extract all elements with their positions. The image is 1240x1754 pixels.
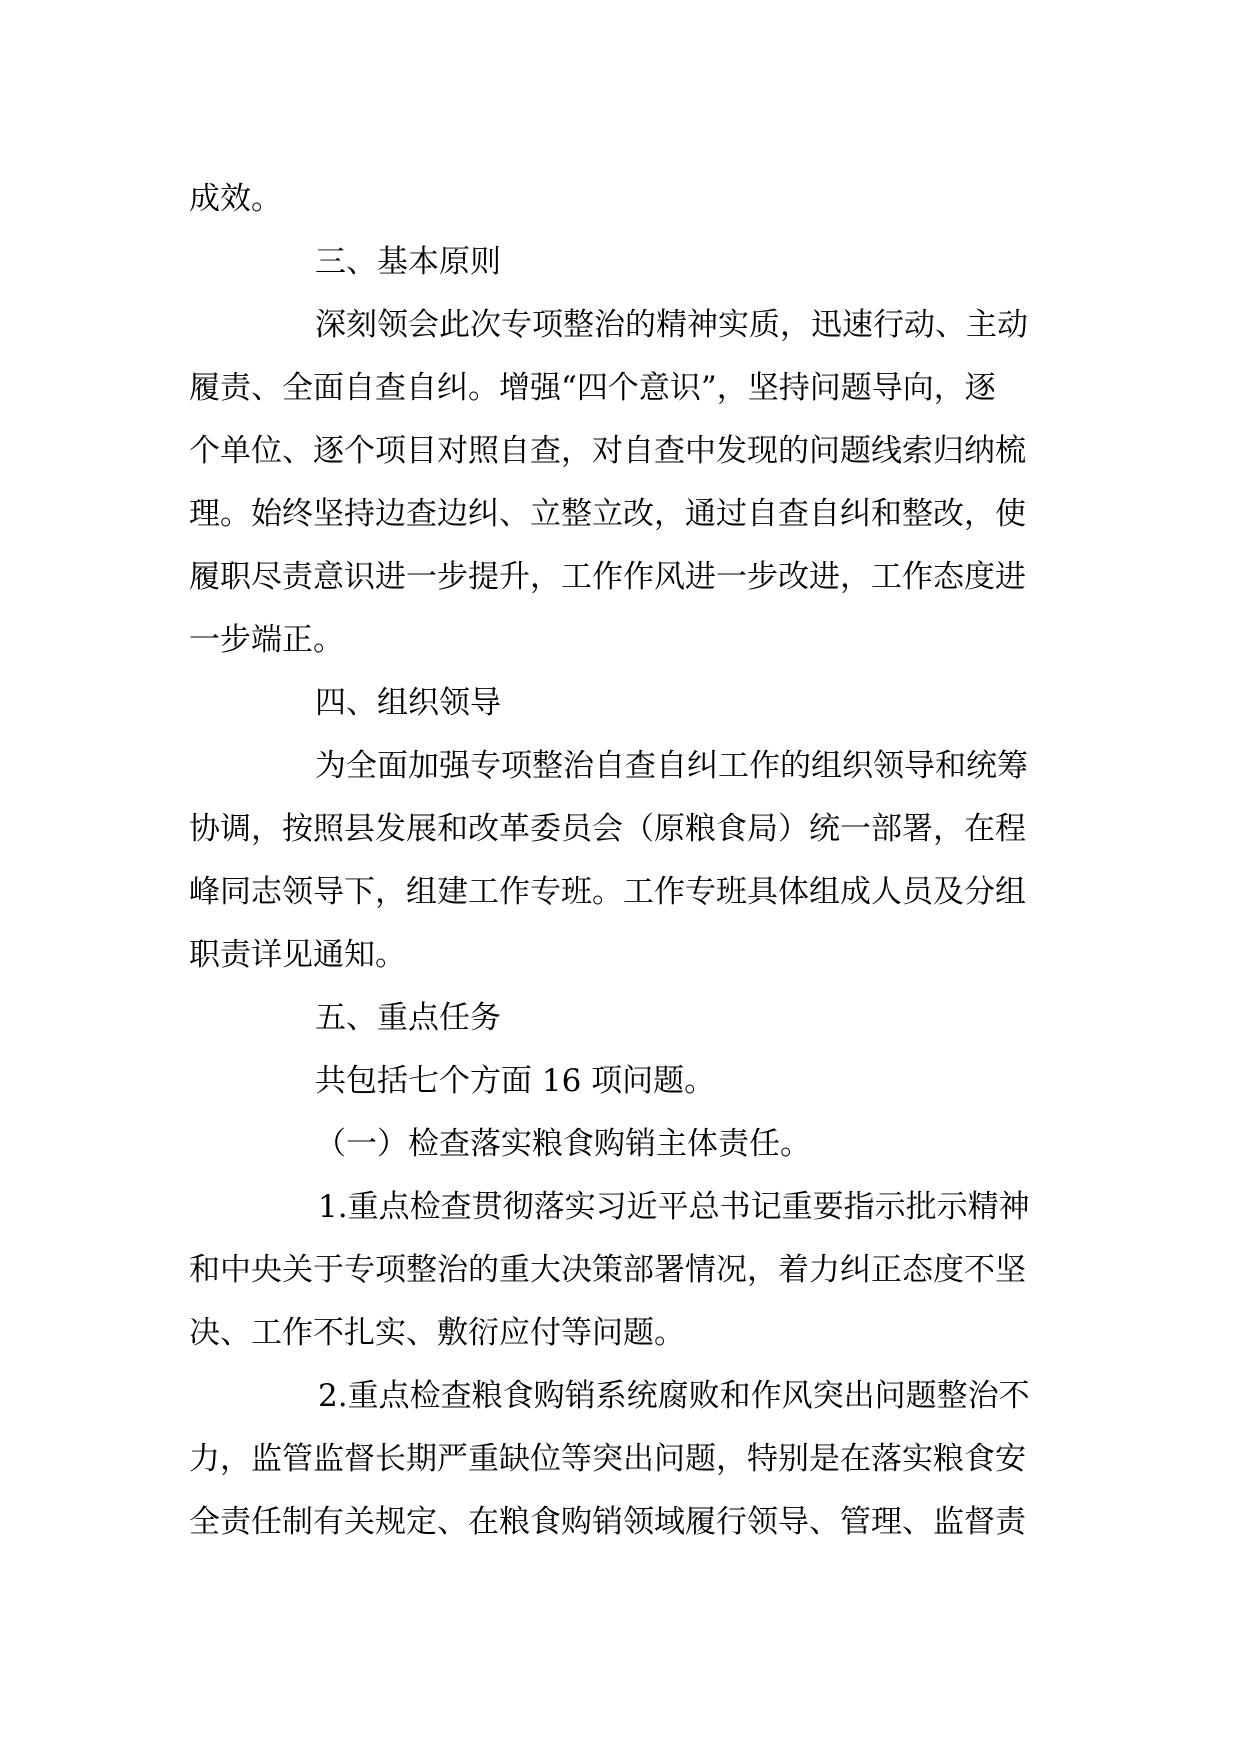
list-item-1: 1.重点检查贯彻落实习近平总书记重要指示批示精神 bbox=[318, 1189, 1030, 1225]
paragraph-line: 共包括七个方面 16 项问题。 bbox=[315, 1063, 716, 1099]
paragraph-line: 为全面加强专项整治自查自纠工作的组织领导和统筹 bbox=[315, 748, 1028, 784]
paragraph-line: 个单位、逐个项目对照自查，对自查中发现的问题线索归纳梳 bbox=[189, 433, 1026, 469]
paragraph-line-continuation: 成效。 bbox=[189, 181, 282, 217]
subsection-heading: （一）检查落实粮食购销主体责任。 bbox=[315, 1126, 811, 1162]
paragraph-line: 一步端正。 bbox=[189, 622, 344, 658]
paragraph-line: 协调，按照县发展和改革委员会（原粮食局）统一部署，在程 bbox=[189, 811, 1026, 847]
section-heading-organization-leadership: 四、组织领导 bbox=[315, 685, 501, 721]
list-item-2: 2.重点检查粮食购销系统腐败和作风突出问题整治不 bbox=[318, 1378, 1030, 1414]
paragraph-line: 履职尽责意识进一步提升，工作作风进一步改进，工作态度进 bbox=[189, 559, 1026, 595]
paragraph-line: 峰同志领导下，组建工作专班。工作专班具体组成人员及分组 bbox=[189, 874, 1026, 910]
paragraph-line: 力，监管监督长期严重缺位等突出问题，特别是在落实粮食安 bbox=[189, 1441, 1026, 1477]
section-heading-key-tasks: 五、重点任务 bbox=[315, 1000, 501, 1036]
paragraph-line: 和中央关于专项整治的重大决策部署情况，着力纠正态度不坚 bbox=[189, 1252, 1026, 1288]
paragraph-line: 全责任制有关规定、在粮食购销领域履行领导、管理、监督责 bbox=[189, 1504, 1026, 1540]
section-heading-basic-principles: 三、基本原则 bbox=[315, 244, 501, 280]
paragraph-line: 深刻领会此次专项整治的精神实质，迅速行动、主动 bbox=[315, 307, 1028, 343]
paragraph-line: 理。始终坚持边查边纠、立整立改，通过自查自纠和整改，使 bbox=[189, 496, 1026, 532]
paragraph-line: 职责详见通知。 bbox=[189, 937, 406, 973]
paragraph-line: 决、工作不扎实、敷衍应付等问题。 bbox=[189, 1315, 685, 1351]
paragraph-line: 履责、全面自查自纠。增强“四个意识”，坚持问题导向，逐 bbox=[189, 370, 996, 406]
